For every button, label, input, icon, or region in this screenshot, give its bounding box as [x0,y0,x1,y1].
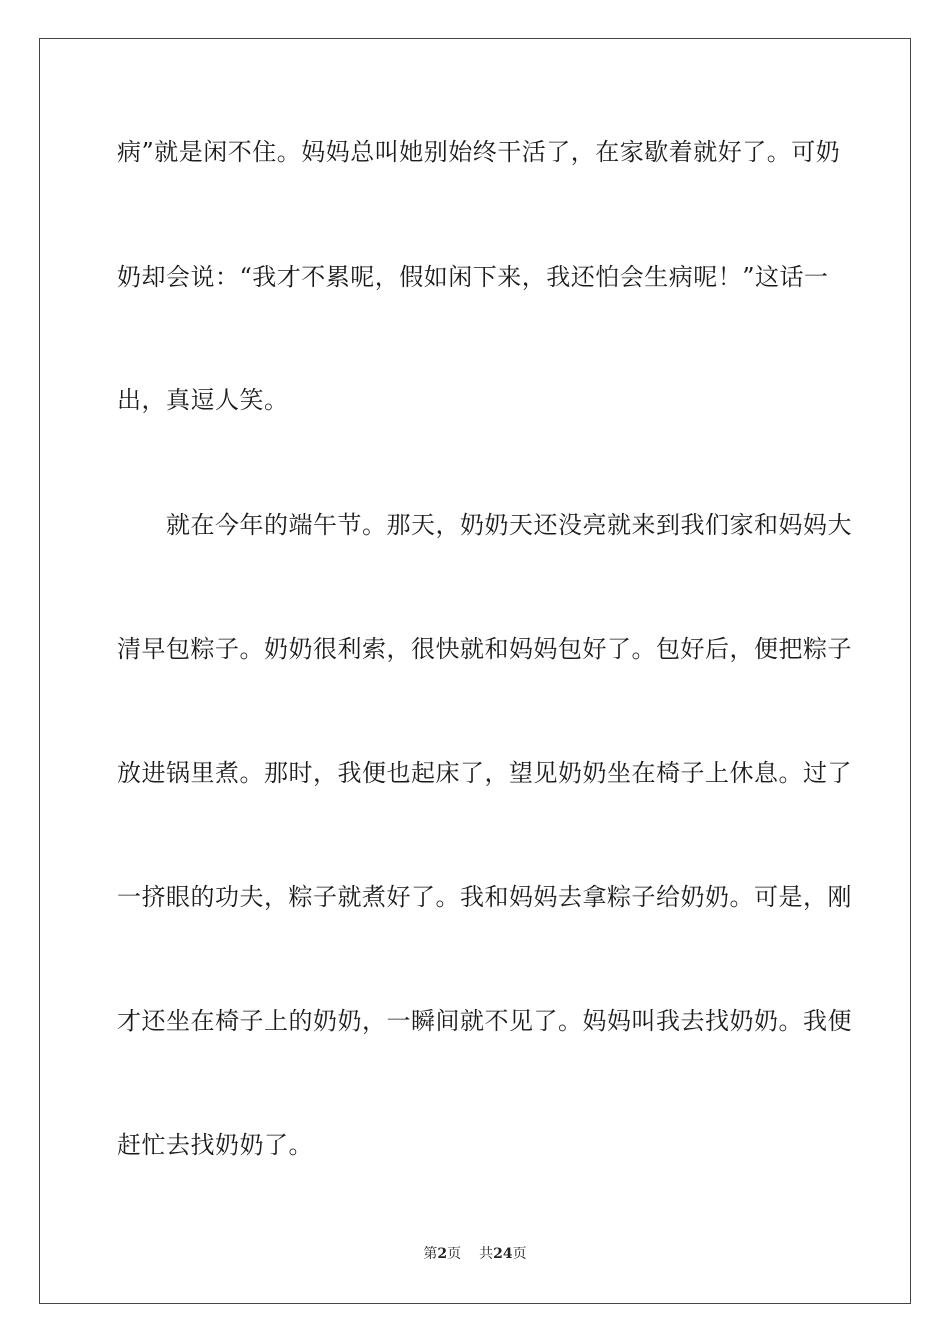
page-footer [0,1245,950,1263]
text-line-6: 放进锅里煮。那时，我便也起床了，望见奶奶坐在椅子上休息。过了 [117,759,852,787]
text-line-3: 出，真逗人笑。 [117,386,289,414]
page-border [39,38,911,1304]
text-line-8: 才还坐在椅子上的奶奶，一瞬间就不见了。妈妈叫我去找奶奶。我便 [117,1007,852,1035]
page-number: 2 [437,1246,448,1262]
page-suffix: 页 [447,1246,462,1262]
text-line-2: 奶却会说：“我才不累呢，假如闲下来，我还怕会生病呢！”这话一 [117,263,829,291]
text-line-7: 一挤眼的功夫，粽子就煮好了。我和妈妈去拿粽子给奶奶。可是，刚 [117,883,852,911]
text-line-1: 病”就是闲不住。妈妈总叫她别始终干活了，在家歇着就好了。可奶 [117,138,841,166]
text-line-9: 赶忙去找奶奶了。 [117,1131,313,1159]
total-prefix: 共 [479,1246,494,1262]
page-prefix: 第 [423,1246,438,1262]
text-line-5: 清早包粽子。奶奶很利索，很快就和妈妈包好了。包好后，便把粽子 [117,635,852,663]
total-pages: 24 [493,1246,513,1262]
total-suffix: 页 [512,1246,527,1262]
text-line-4: 就在今年的端午节。那天，奶奶天还没亮就来到我们家和妈妈大 [117,511,852,539]
